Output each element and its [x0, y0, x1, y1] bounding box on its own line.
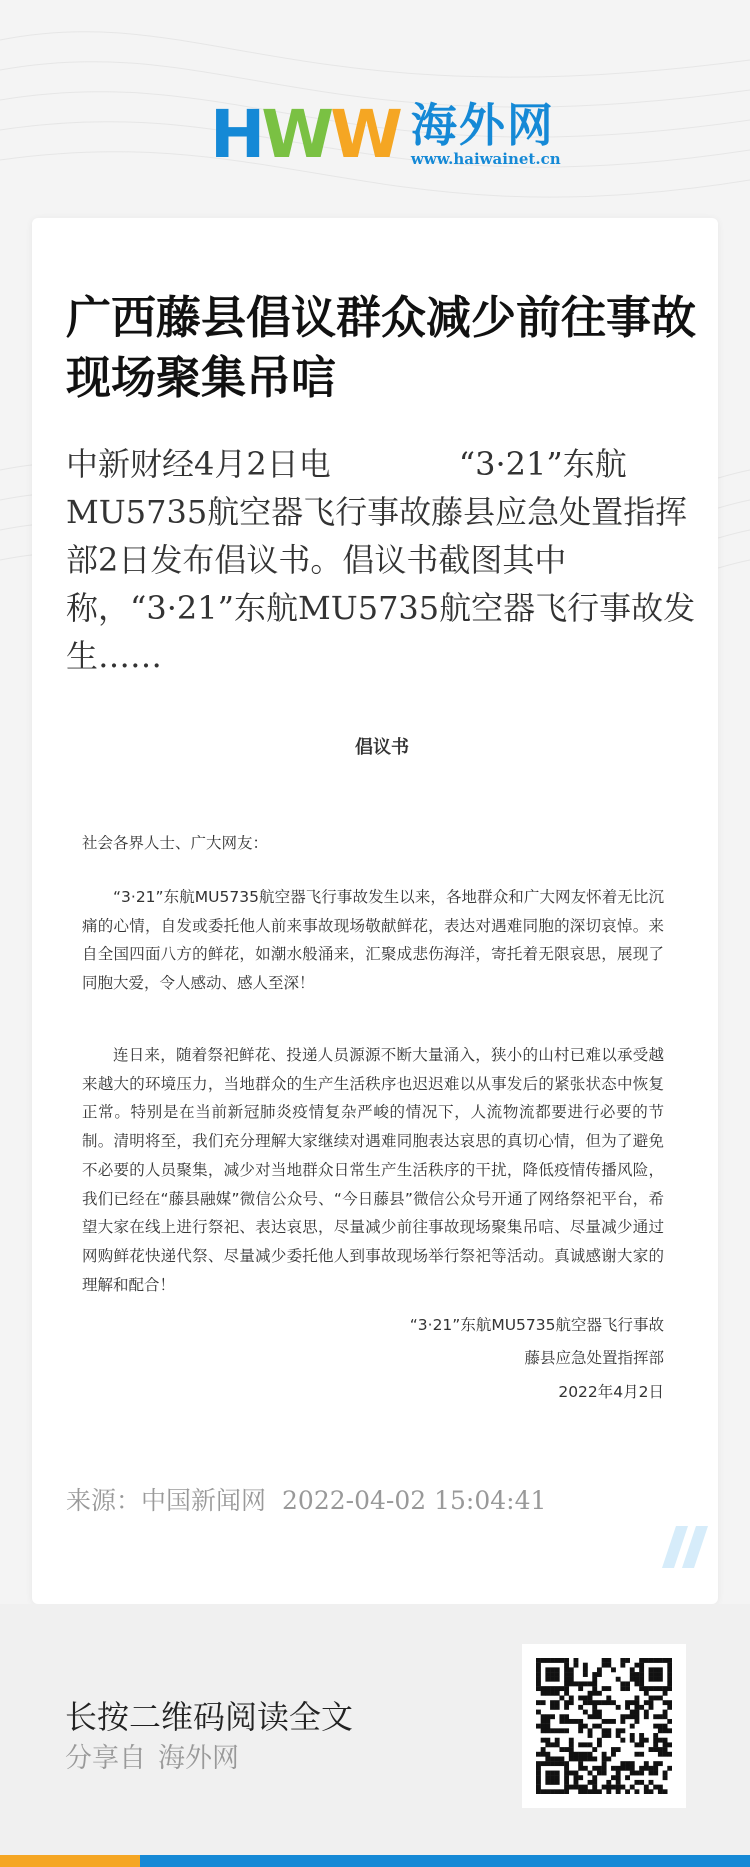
proposal-document-image [82, 733, 702, 1433]
share-source [65, 1736, 239, 1775]
logo-letters [210, 96, 399, 173]
accent-bar-orange [0, 1855, 140, 1867]
document-signature-date: 2022年4月2日 [558, 1383, 664, 1401]
document-paragraph: 连日来，随着祭祀鲜花、投递人员源源不断大量涌入，狭小的山村已难以承受越来越大的环境压力，当地群众的生产生活秩序也迟迟难以从事发后的紧张状态中恢复正常。特别是在当前新冠肺炎疫情复杂严峻的情况下，人流物流都要进行必要的节制。清明将至，我们充分理解大家继续对遇难同胞表达哀思的真切心情，但为了避免不必要的人员聚集，减少对当地群众日常生产生活秩序的干扰，降低疫情传播风险，我们已经在“藤县融媒”微信公众号、“今日藤县”微信公众号开通了网络祭祀平台，希望大家在线上进行祭祀、表达哀思，尽量减少前往事故现场聚集吊唁、尽量减少通过网购鲜花快递代祭、尽量减少委托他人到事故现场举行祭祀等活动。真诚感谢大家的理解和配合！ [82, 1046, 664, 1294]
qr-code-graphic [536, 1658, 672, 1794]
article-source-line [66, 1481, 546, 1517]
document-signature-dept: 藤县应急处置指挥部 [524, 1349, 664, 1367]
share-label: 分享自 [65, 1743, 146, 1774]
publish-time: 2022-04-02 15:04:41 [282, 1486, 547, 1515]
document-salutation: 社会各界人士、广大网友： [82, 834, 269, 852]
source-label: 来源：中国新闻网 [66, 1486, 267, 1515]
share-site: 海外网 [158, 1743, 239, 1774]
article-card [32, 218, 718, 1604]
decorative-slash-icon [662, 1526, 710, 1568]
document-signature-org: “3·21”东航MU5735航空器飞行事故 [409, 1316, 664, 1334]
haiwainet-logo [210, 96, 561, 173]
logo-letter-w1: W [261, 96, 331, 173]
bottom-accent-bar [0, 1855, 750, 1867]
logo-name-cn: 海外网 [410, 98, 555, 152]
logo-letter-w2: W [330, 96, 399, 173]
qr-call-to-action: 长按二维码阅读全文 [65, 1698, 354, 1736]
article-summary: 中新财经4月2日电 “3·21”东航MU5735航空器飞行事故藤县应急处置指挥部2日发布倡议书。倡议书截图其中称，“3·21”东航MU5735航空器飞行事故发生…… [66, 445, 696, 675]
document-title: 倡议书 [355, 737, 409, 758]
logo-letter-h: H [210, 96, 262, 173]
document-paragraph: “3·21”东航MU5735航空器飞行事故发生以来，各地群众和广大网友怀着无比沉痛的心情，自发或委托他人前来事故现场敬献鲜花，表达对遇难同胞的深切哀悼。来自全国四面八方的鲜花，如潮水般涌来，汇聚成悲伤海洋，寄托着无限哀思，展现了同胞大爱，令人感动、感人至深！ [82, 888, 664, 993]
article-title: 广西藤县倡议群众减少前往事故现场聚集吊唁 [66, 291, 697, 404]
logo-url: www.haiwainet.cn [410, 150, 561, 168]
accent-bar-blue [140, 1855, 750, 1867]
logo-text [410, 98, 561, 168]
qr-code-icon[interactable] [522, 1644, 686, 1808]
share-footer [0, 1604, 750, 1855]
